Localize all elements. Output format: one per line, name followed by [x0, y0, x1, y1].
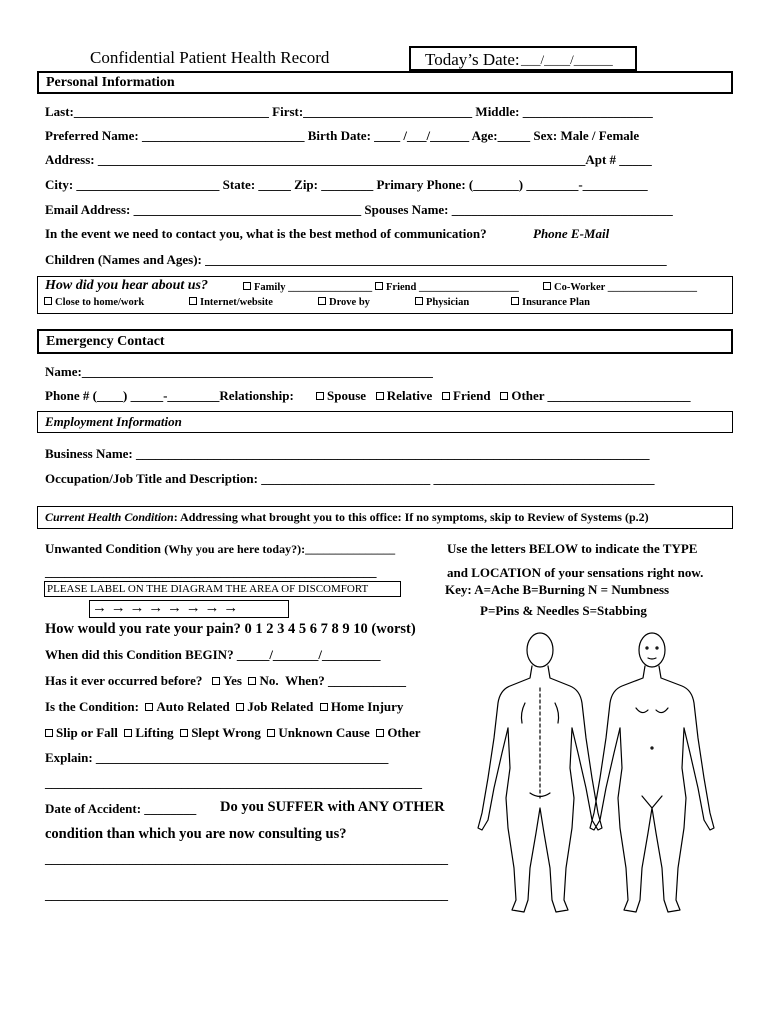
- checkbox-icon[interactable]: [45, 729, 53, 737]
- checkbox-icon[interactable]: [376, 729, 384, 737]
- checkbox-icon[interactable]: [236, 703, 244, 711]
- checkbox-icon[interactable]: [543, 282, 551, 290]
- contact-method-question: In the event we need to contact you, what is the best method of communication?: [45, 226, 487, 241]
- body-back-figure[interactable]: [478, 633, 602, 912]
- key-instruction-1: Use the letters BELOW to indicate the TYPE: [447, 541, 698, 556]
- key-instruction-2: and LOCATION of your sensations right now.: [447, 565, 704, 580]
- explain-field[interactable]: Explain: _____________________________________________: [45, 750, 389, 765]
- yes-option[interactable]: Yes: [212, 673, 242, 688]
- checkbox-icon[interactable]: [243, 282, 251, 290]
- business-name-field[interactable]: Business Name: _______________________________________________________________________________: [45, 446, 650, 461]
- condition-header: [37, 506, 733, 529]
- checkbox-icon[interactable]: [511, 297, 519, 305]
- referral-box: [37, 276, 733, 314]
- other-condition-line-2[interactable]: ______________________________________________________________: [45, 887, 448, 902]
- referral-internet[interactable]: Internet/website: [189, 297, 273, 308]
- section-title: Emergency Contact: [46, 334, 165, 349]
- occupation-field[interactable]: Occupation/Job Title and Description: __________________________ __________________________________: [45, 471, 655, 486]
- emergency-name-field[interactable]: Name:______________________________________________________: [45, 364, 433, 379]
- referral-coworker[interactable]: Co-Worker _________________: [543, 282, 697, 293]
- date-label: Today’s Date:: [425, 50, 520, 69]
- relationship-other[interactable]: Other ______________________: [500, 388, 690, 403]
- checkbox-icon[interactable]: [500, 392, 508, 400]
- relationship-friend[interactable]: Friend: [442, 388, 491, 403]
- cause-auto[interactable]: Auto Related: [145, 699, 229, 714]
- section-title: Personal Information: [46, 75, 175, 90]
- unwanted-condition-line[interactable]: ___________________________________________________: [45, 564, 377, 579]
- condition-cause-row2: [45, 725, 421, 741]
- cause-home[interactable]: Home Injury: [320, 699, 404, 714]
- checkbox-icon[interactable]: [189, 297, 197, 305]
- personal-info-header: [37, 71, 733, 94]
- accident-date-field[interactable]: Date of Accident: ________: [45, 801, 197, 816]
- preferred-name-fields[interactable]: Preferred Name: _________________________ Birth Date: ____ /___/______ Age:_____ Sex: Male / Female: [45, 128, 640, 143]
- referral-drove-by[interactable]: Drove by: [318, 297, 370, 308]
- checkbox-icon[interactable]: [376, 392, 384, 400]
- pain-rating: How would you rate your pain? 0 1 2 3 4 5 6 7 8 9 10 (worst): [45, 621, 416, 637]
- checkbox-icon[interactable]: [212, 677, 220, 685]
- cause-job[interactable]: Job Related: [236, 699, 313, 714]
- referral-family[interactable]: Family ________________: [243, 282, 372, 293]
- other-condition-line-1[interactable]: ______________________________________________________________: [45, 851, 448, 866]
- section-title: Employment Information: [45, 414, 182, 429]
- emergency-header: [37, 329, 733, 354]
- form-title: Confidential Patient Health Record: [90, 48, 330, 67]
- other-condition-question: Do you SUFFER with ANY OTHER: [220, 799, 445, 815]
- referral-friend[interactable]: Friend ___________________: [375, 282, 519, 293]
- relationship-spouse[interactable]: Spouse: [316, 388, 366, 403]
- contact-method-options[interactable]: Phone E-Mail: [533, 226, 610, 241]
- relationship-relative[interactable]: Relative: [376, 388, 432, 403]
- checkbox-icon[interactable]: [375, 282, 383, 290]
- key-legend-1: Key: A=Ache B=Burning N = Numbness: [445, 582, 670, 597]
- checkbox-icon[interactable]: [442, 392, 450, 400]
- checkbox-icon[interactable]: [267, 729, 275, 737]
- address-field[interactable]: Address: ___________________________________________________________________________Apt # _____: [45, 152, 652, 167]
- explain-line[interactable]: __________________________________________________________: [45, 775, 422, 790]
- diagram-instruction: [44, 581, 401, 597]
- body-front-figure[interactable]: [590, 633, 714, 912]
- checkbox-icon[interactable]: [44, 297, 52, 305]
- condition-begin-field[interactable]: When did this Condition BEGIN? _____/_______/_________: [45, 647, 381, 662]
- body-diagram[interactable]: [470, 628, 730, 923]
- referral-insurance[interactable]: Insurance Plan: [511, 297, 590, 308]
- cause-slip[interactable]: Slip or Fall: [45, 725, 118, 740]
- condition-cause-row1: Is the Condition: Auto Related Job Related Home Injury: [45, 699, 404, 714]
- emergency-phone-field[interactable]: Phone # (____) _____-________Relationship:: [45, 388, 294, 403]
- cause-other[interactable]: Other: [376, 725, 420, 740]
- checkbox-icon[interactable]: [316, 392, 324, 400]
- date-field[interactable]: ___/____/______: [521, 52, 613, 67]
- diagram-label: PLEASE LABEL ON THE DIAGRAM THE AREA OF DISCOMFORT: [47, 583, 369, 595]
- section-title: Current Health Condition: Addressing what brought you to this office: If no symptoms, skip to Review of Systems (p.2): [45, 510, 649, 524]
- employment-header: [37, 411, 733, 433]
- todays-date-box: [409, 46, 637, 71]
- no-option[interactable]: No.: [248, 673, 278, 688]
- when-field[interactable]: When? ____________: [285, 673, 407, 688]
- name-fields[interactable]: Last:______________________________ First:__________________________ Middle: ____________________: [45, 104, 653, 119]
- checkbox-icon[interactable]: [415, 297, 423, 305]
- key-legend-2: P=Pins & Needles S=Stabbing: [480, 603, 647, 618]
- referral-close-to-home[interactable]: Close to home/work: [44, 297, 144, 308]
- referral-physician[interactable]: Physician: [415, 297, 469, 308]
- pain-scale[interactable]: 0 1 2 3 4 5 6 7 8 9 10: [244, 621, 368, 637]
- checkbox-icon[interactable]: [318, 297, 326, 305]
- cause-slept[interactable]: Slept Wrong: [180, 725, 261, 740]
- cause-lifting[interactable]: Lifting: [124, 725, 173, 740]
- unwanted-condition-field[interactable]: Unwanted Condition (Why you are here today?):_______________: [45, 541, 396, 556]
- children-field[interactable]: Children (Names and Ages): _______________________________________________________________________: [45, 252, 667, 267]
- arrow-box: [89, 600, 289, 618]
- city-fields[interactable]: City: ______________________ State: _____ Zip: ________ Primary Phone: (_______) ________-__________: [45, 177, 648, 192]
- checkbox-icon[interactable]: [320, 703, 328, 711]
- checkbox-icon[interactable]: [124, 729, 132, 737]
- email-field[interactable]: Email Address: ___________________________________ Spouses Name: __________________________________: [45, 202, 673, 217]
- cause-unknown[interactable]: Unknown Cause: [267, 725, 369, 740]
- referral-question: How did you hear about us?: [45, 278, 208, 293]
- other-condition-question-2: condition than which you are now consulting us?: [45, 826, 347, 842]
- relationship-options: [316, 388, 691, 404]
- occurred-before: Has it ever occurred before? Yes No. When? ____________: [45, 673, 407, 688]
- checkbox-icon[interactable]: [248, 677, 256, 685]
- arrows-icon: → → → → → → → →: [92, 600, 239, 616]
- checkbox-icon[interactable]: [145, 703, 153, 711]
- checkbox-icon[interactable]: [180, 729, 188, 737]
